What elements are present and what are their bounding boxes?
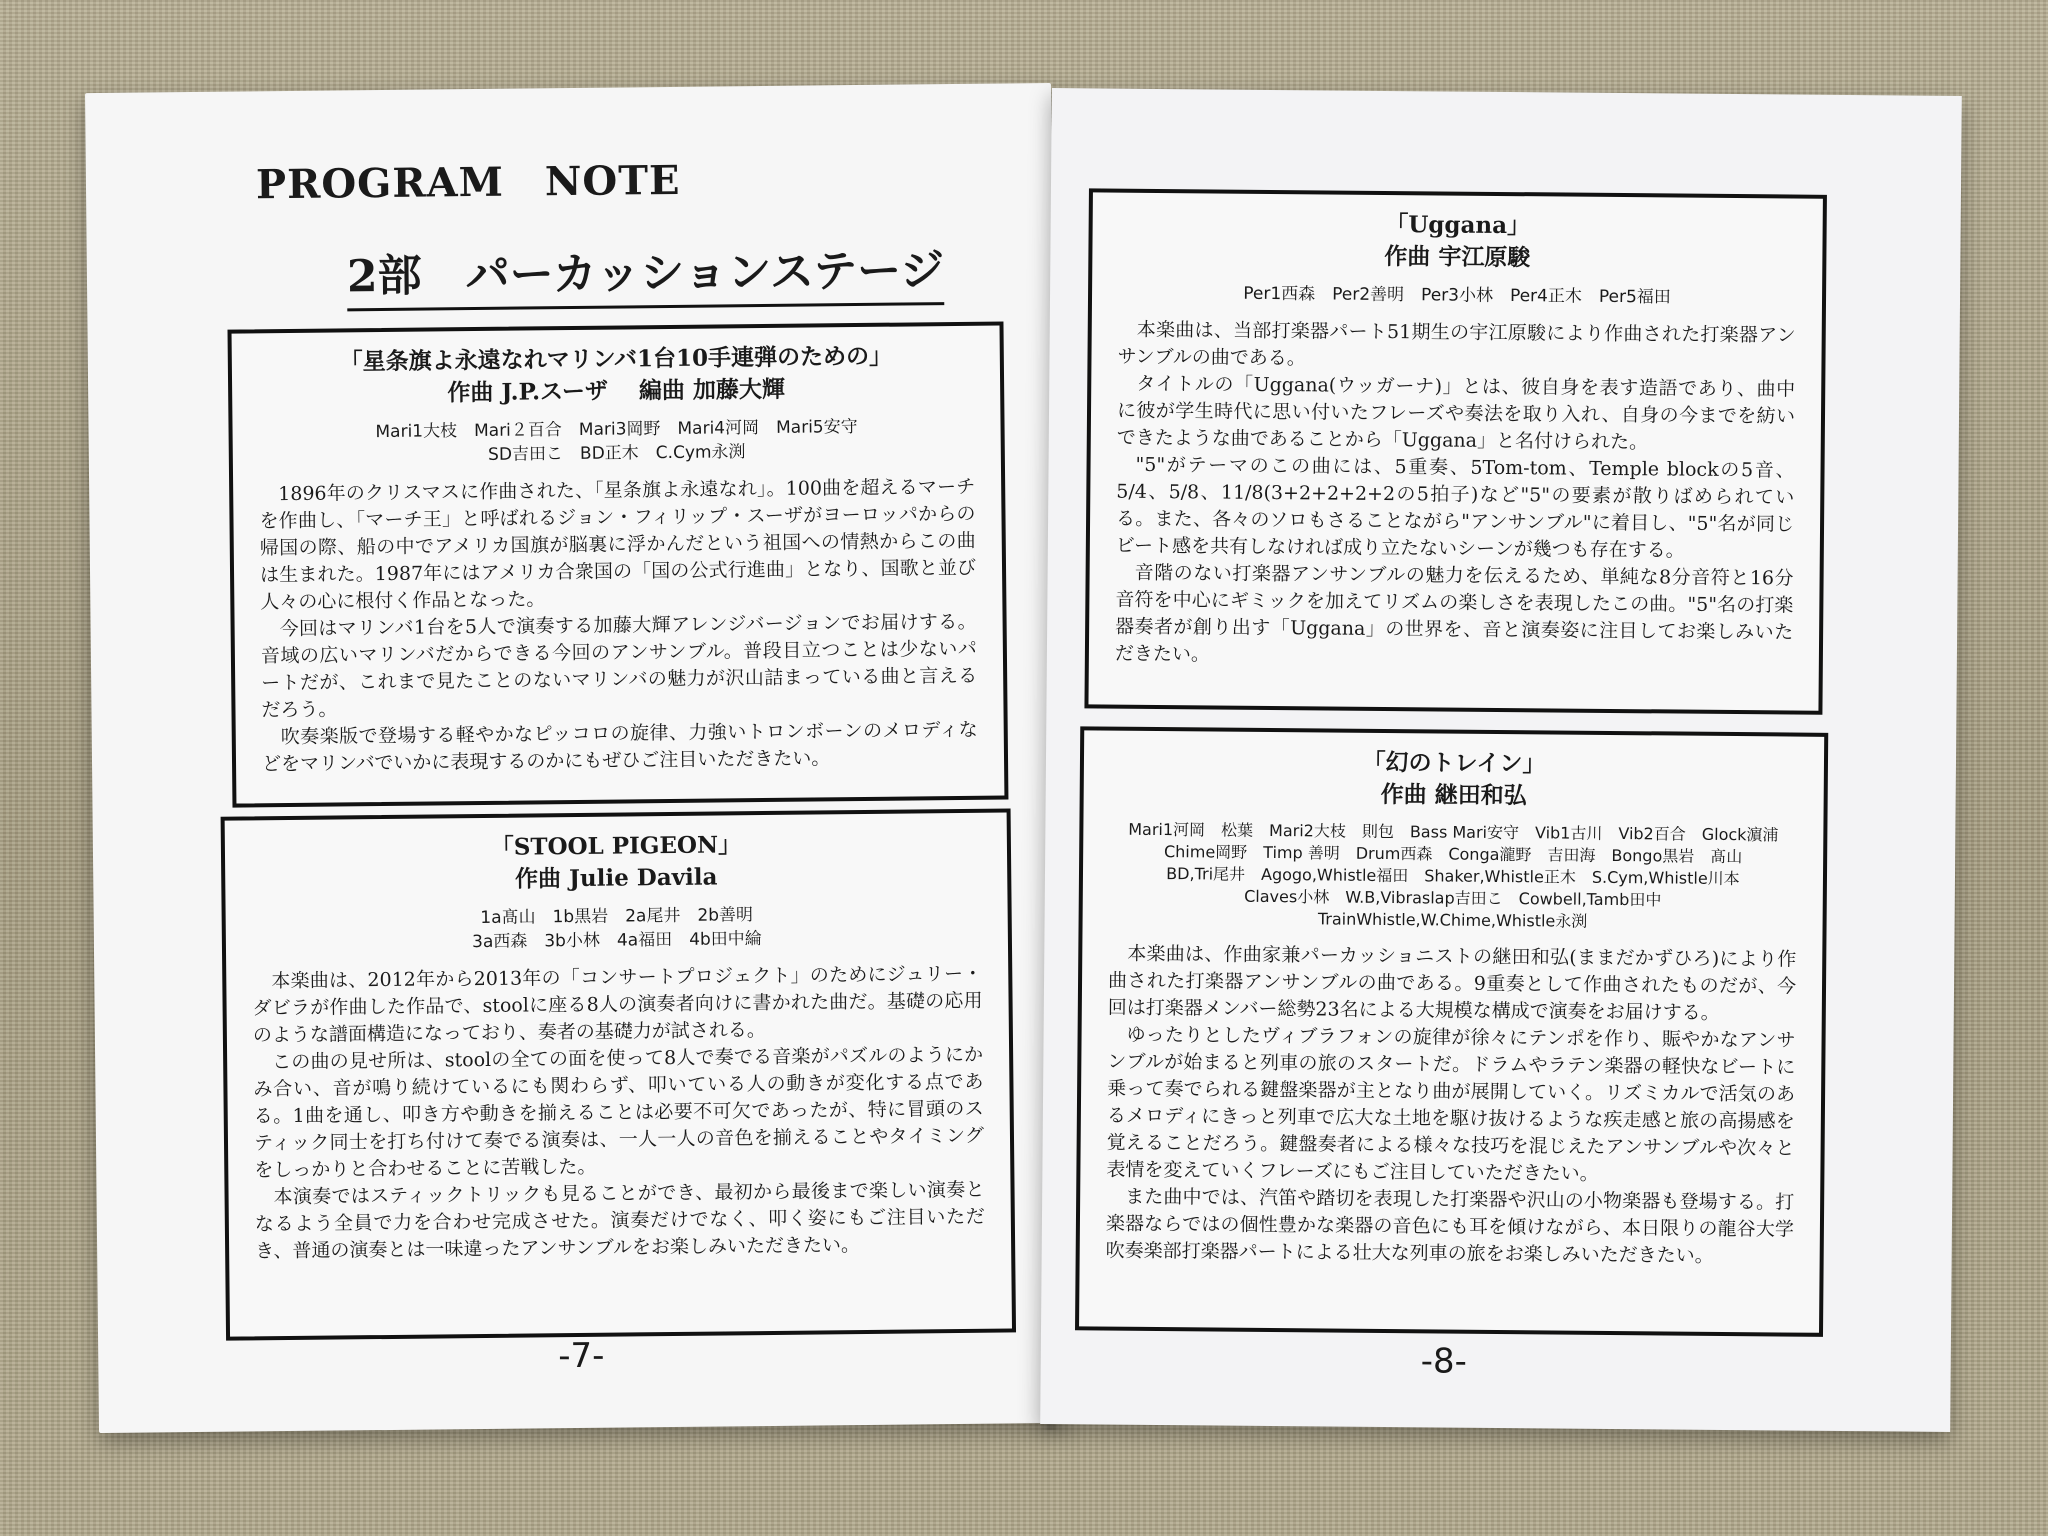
piece-title: 「Uggana」: [1385, 210, 1531, 240]
piece-box-stars-and-stripes: [227, 321, 1008, 807]
member-line: 1a髙山 1b黒岩 2a尾井 2b善明: [480, 905, 754, 928]
member-line: Mari1河岡 松葉 Mari2大枝 則包 Bass Mari安守 Vib1古川 Vib2百合 Glock濵浦: [1128, 819, 1779, 845]
piece-description: [252, 961, 985, 1266]
program-note-heading: PROGRAM NOTE: [255, 156, 681, 209]
piece-box-uggana: [1084, 188, 1827, 714]
piece-credit: 作曲 継田和弘: [1380, 780, 1527, 810]
member-line: Claves小林 W.B,Vibraslap吉田こ Cowbell,Tamb田中: [1244, 886, 1662, 910]
paragraph: 本演奏ではスティックトリックも見ることができ、最初から最後まで楽しい演奏となるよう全員で力を合わせ完成させた。演奏だけでなく、叩く姿にもご注目いただき、普通の演奏とは一味違ったアンサンブルをお楽しみいただきたい。: [254, 1178, 985, 1263]
paragraph: 本楽曲は、作曲家兼パーカッショニストの継田和弘(ままだかずひろ)により作曲された打楽器アンサンブルの曲である。9重奏として作曲されたものだが、今回は打楽器メンバー総勢23名による大規模な構成で演奏をお届けする。: [1107, 942, 1797, 1024]
page-number: -8-: [1420, 1341, 1468, 1382]
paragraph: 吹奏楽版で登場する軽やかなピッコロの旋律、力強いトロンボーンのメロディなどをマリンバでいかに表現するのかにもぜひご注目いただきたい。: [261, 718, 978, 776]
piece-box-phantom-train: [1075, 726, 1828, 1337]
member-line: 3a西森 3b小林 4a福田 4b田中綸: [471, 929, 762, 953]
piece-title: 「星条旗よ永遠なれマリンバ1台10手連弾のための」: [339, 342, 893, 376]
paragraph: 本楽曲は、当部打楽器パート51期生の宇江原駿により作曲された打楽器アンサンブルの曲である。: [1117, 318, 1796, 370]
paragraph: 今回はマリンバ1台を5人で演奏する加藤大輝アレンジバージョンでお届けする。音域の広いマリンバだからできる今回のアンサンブル。普段目立つことは少ないパートだが、これまで見たことのないマリンバの魅力が沢山詰まっている曲と言えるだろう。: [260, 610, 978, 722]
paragraph: "5"がテーマのこの曲には、5重奏、5Tom-tom、Temple blockの5音、5/4、5/8、11/8(3+2+2+2+2の5拍子)など"5"の要素が散りばめられている。また、各々のソロもさることながら"アンサンブル"に着目し、"5"名が同じビート感を共有しなければ成り立たないシーンが幾つも存在する。: [1115, 453, 1795, 562]
paragraph: また曲中では、汽笛や踏切を表現した打楽器や沢山の小物楽器も登場する。打楽器ならではの個性豊かな楽器の音色にも耳を傾けながら、本日限りの龍谷大学吹奏楽部打楽器パートによる壮大な列車の旅をお楽しみいただきたい。: [1105, 1185, 1795, 1267]
piece-description: [259, 474, 978, 778]
page-number: -7-: [558, 1335, 605, 1377]
paragraph: 1896年のクリスマスに作曲された、「星条旗よ永遠なれ」。100曲を超えるマーチを作曲し、「マーチ王」と呼ばれるジョン・フィリップ・スーザがヨーロッパからの帰国の際、船の中でアメリカ国旗が脳裏に浮かんだという祖国への情熱からこの曲は生まれた。1987年にはアメリカ合衆国の「国の公式行進曲」となり、国歌と並び人々の心に根付く作品となった。: [259, 475, 977, 614]
member-list: [258, 414, 974, 469]
piece-credit: 作曲 宇江原駿: [1384, 242, 1531, 272]
left-page: [85, 83, 1065, 1433]
piece-description: [1115, 317, 1796, 674]
paragraph: ゆったりとしたヴィブラフォンの旋律が徐々にテンポを作り、賑やかなアンサンブルが始まると列車の旅のスタートだ。ドラムやラテン楽器の軽快なビートに乗って奏でられる鍵盤楽器が主となり曲が展開していく。リズミカルで活気のあるメロディにきっと列車で広大な土地を駆け抜けるような疾走感と旅の高揚感を覚えることだろう。鍵盤奏者による様々な技巧を混じえたアンサンブルや次々と表情を変えていくフレーズにもご注目していただきたい。: [1106, 1023, 1796, 1185]
paragraph: 音階のない打楽器アンサンブルの魅力を伝えるため、単純な8分音符と16分音符を中心にギミックを加えてリズムの楽しさを表現したこの曲。"5"名の打楽器奏者が創り出す「Uggana」の世界を、音と演奏姿に注目してお楽しみいただきたい。: [1114, 561, 1794, 666]
paragraph: タイトルの「Uggana(ウッガーナ)」とは、彼自身を表す造語であり、曲中に彼が学生時代に思い付いたフレーズや奏法を取り入れ、自身の今までを紡いできたような曲であることから「Uggana」と名付けられた。: [1116, 372, 1796, 454]
stage-title: 2部 パーカッションステージ: [347, 234, 945, 311]
piece-credit: 作曲 Julie Davila: [514, 863, 718, 893]
member-line: BD,Tri尾井 Agogo,Whistle福田 Shaker,Whistle正木 S.Cym,Whistle川本: [1166, 864, 1740, 889]
piece-title: 「STOOL PIGEON」: [490, 831, 742, 861]
paragraph: 本楽曲は、2012年から2013年の「コンサートプロジェクト」のためにジュリー・ダビラが作曲した作品で、stoolに座る8人の演奏者向けに書かれた曲だ。基礎の応用のような譜面構造になっており、奏者の基礎力が試される。: [252, 962, 983, 1047]
member-line: Per1西森 Per2善明 Per3小林 Per4正木 Per5福田: [1243, 283, 1671, 308]
member-list: [1118, 281, 1796, 311]
member-line: SD吉田こ BD正木 C.Cym永渕: [488, 442, 746, 465]
piece-box-stool-pigeon: [221, 808, 1016, 1340]
piece-credit: 作曲 J.P.スーザ 編曲 加藤大輝: [447, 375, 786, 407]
member-list: [1109, 819, 1798, 935]
member-list: [252, 901, 982, 957]
piece-title: 「幻のトレイン」: [1362, 748, 1546, 778]
member-line: Mari1大枝 Mari２百合 Mari3岡野 Mari4河岡 Mari5安守: [375, 417, 858, 443]
piece-description: [1106, 941, 1797, 1271]
right-page: [1040, 88, 1962, 1432]
paragraph: この曲の見せ所は、stoolの全ての面を使って8人で奏でる音楽がパズルのようにかみ合い、音が鳴り続けているにも関わらず、叩いている人の動きが変化する点である。1曲を通し、叩き方や動きを揃えることは必要不可欠であったが、特に冒頭のスティック同士を打ち付けて奏でる演奏は、一人一人の音色を揃えることやタイミングをしっかりと合わせることに苦戦した。: [253, 1043, 985, 1182]
member-line: Chime岡野 Timp 善明 Drum西森 Conga瀧野 吉田海 Bongo黒岩 髙山: [1163, 842, 1743, 867]
member-line: TrainWhistle,W.Chime,Whistle永渕: [1317, 909, 1588, 931]
